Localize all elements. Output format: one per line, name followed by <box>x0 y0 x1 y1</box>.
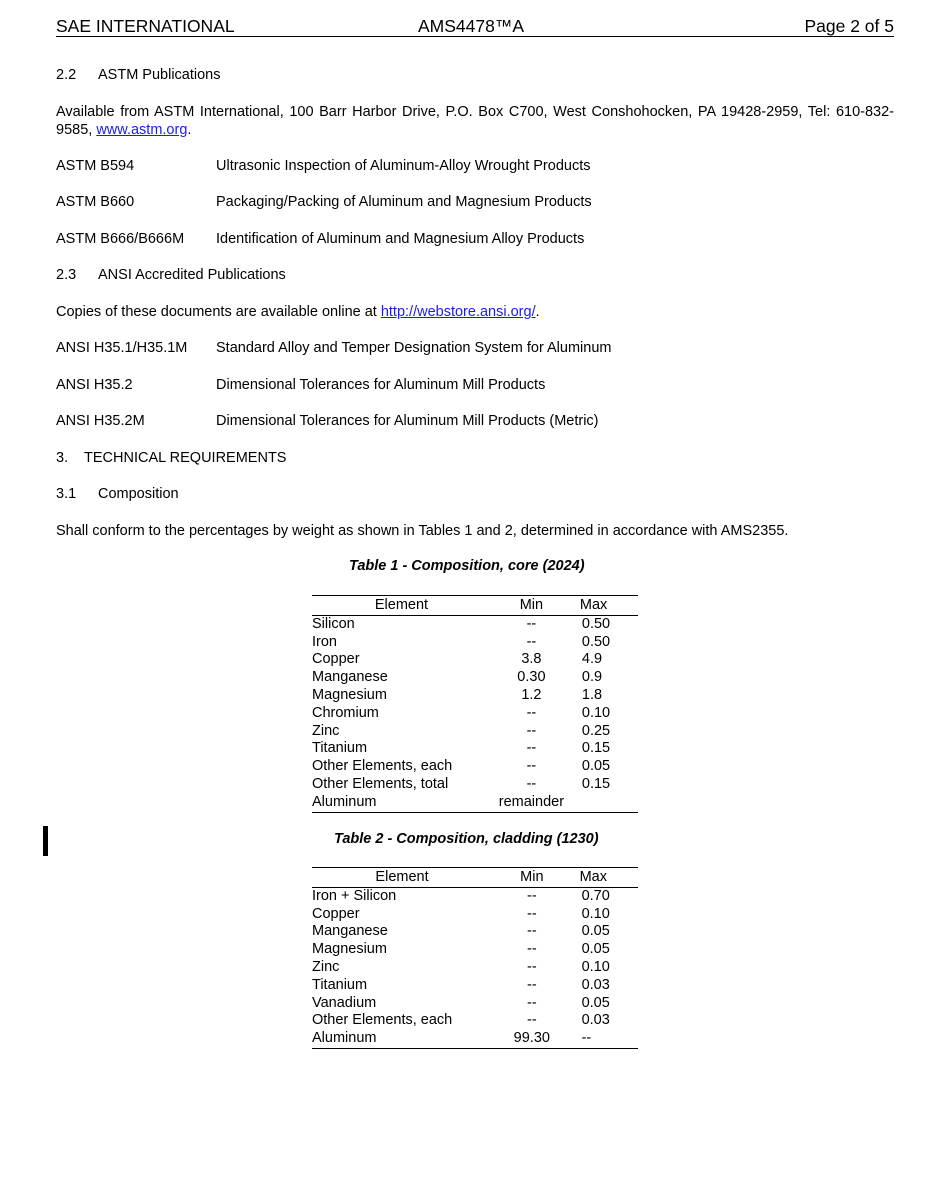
element-cell: Iron <box>312 633 337 650</box>
astm-link[interactable]: www.astm.org <box>96 122 188 138</box>
ansi-availability-text: Copies of these documents are available online at <box>56 304 381 320</box>
column-header-max: Max <box>572 868 638 888</box>
max-cell: 0.05 <box>581 923 610 940</box>
section-3-heading <box>56 449 286 467</box>
table-2-caption: Table 2 - Composition, cladding (1230) <box>334 831 599 847</box>
table-row <box>312 705 638 723</box>
element-cell: Manganese <box>312 923 388 940</box>
table-row <box>312 1012 638 1030</box>
table-row <box>312 740 638 758</box>
element-cell: Vanadium <box>312 994 377 1011</box>
min-cell: -- <box>526 633 537 650</box>
min-cell: -- <box>526 994 537 1011</box>
element-cell: Titanium <box>312 976 368 993</box>
table-row <box>312 776 638 794</box>
element-cell: Copper <box>312 651 360 668</box>
composition-paragraph: Shall conform to the percentages by weight as shown in Tables 1 and 2, determined in accordance with AMS2355. <box>56 523 789 539</box>
min-cell: -- <box>526 775 537 792</box>
max-cell: 0.15 <box>581 775 611 792</box>
min-cell: -- <box>526 758 537 775</box>
max-cell: 0.10 <box>581 905 610 922</box>
min-cell: -- <box>526 923 537 940</box>
reference-id: ANSI H35.2M <box>56 413 145 429</box>
element-cell: Zinc <box>312 722 340 739</box>
min-cell: 3.8 <box>521 651 542 668</box>
reference-title: Ultrasonic Inspection of Aluminum-Alloy Wrought Products <box>216 158 591 174</box>
column-header-max: Max <box>572 596 638 616</box>
header-doc-number: AMS4478™A <box>418 16 525 36</box>
section-2-2-heading <box>56 66 221 84</box>
ansi-availability-end: . <box>535 304 540 320</box>
min-cell: -- <box>526 958 537 975</box>
section-2-3-heading <box>56 266 286 284</box>
min-cell: 0.30 <box>517 669 546 686</box>
max-cell: 0.50 <box>581 615 611 632</box>
max-cell: 0.03 <box>581 1012 610 1029</box>
min-cell: -- <box>526 740 537 757</box>
table-row <box>312 887 638 905</box>
table-row <box>312 723 638 741</box>
max-cell: 0.05 <box>581 994 610 1011</box>
reference-astm-b594 <box>56 157 590 175</box>
max-cell: 0.03 <box>581 976 610 993</box>
reference-id: ASTM B660 <box>56 194 135 210</box>
max-cell: 0.05 <box>581 758 611 775</box>
min-cell: -- <box>526 887 537 904</box>
min-cell: remainder <box>491 794 572 812</box>
max-cell: 4.9 <box>581 651 603 668</box>
header-org: SAE INTERNATIONAL <box>56 16 235 36</box>
section-title: Composition <box>98 486 179 502</box>
column-header-element: Element <box>312 596 491 616</box>
table-row <box>312 941 638 959</box>
max-cell: 0.70 <box>581 887 610 904</box>
min-cell: 1.2 <box>521 686 542 703</box>
table-row <box>312 615 638 633</box>
table-row <box>312 959 638 977</box>
min-cell: -- <box>526 905 537 922</box>
element-cell: Titanium <box>312 740 368 757</box>
min-cell: 99.30 <box>492 1030 572 1048</box>
section-number: 2.3 <box>56 267 77 283</box>
table-1-caption: Table 1 - Composition, core (2024) <box>349 558 585 574</box>
reference-title: Dimensional Tolerances for Aluminum Mill Products (Metric) <box>216 413 599 429</box>
section-number: 3.1 <box>56 486 77 502</box>
element-cell: Other Elements, each <box>312 758 453 775</box>
reference-ansi-h35-1 <box>56 339 611 357</box>
element-cell: Silicon <box>312 615 355 632</box>
table-row <box>312 651 638 669</box>
reference-id: ASTM B594 <box>56 158 135 174</box>
section-number: 3. <box>56 450 69 466</box>
table-row <box>312 906 638 924</box>
column-header-element: Element <box>312 868 492 888</box>
reference-title: Standard Alloy and Temper Designation System for Aluminum <box>216 340 612 356</box>
max-cell: 0.10 <box>581 958 610 975</box>
min-cell: -- <box>526 704 537 721</box>
astm-availability-end: . <box>187 122 192 138</box>
element-cell: Zinc <box>312 958 340 975</box>
astm-availability-paragraph <box>56 103 894 139</box>
element-cell: Chromium <box>312 704 379 721</box>
reference-title: Packaging/Packing of Aluminum and Magnesium Products <box>216 194 592 210</box>
max-cell: 0.25 <box>581 722 611 739</box>
table-row <box>312 1030 638 1048</box>
element-cell: Manganese <box>312 669 388 686</box>
element-cell: Copper <box>312 905 360 922</box>
section-title: TECHNICAL REQUIREMENTS <box>84 450 287 466</box>
column-header-min: Min <box>492 868 572 888</box>
element-cell: Aluminum <box>312 794 491 812</box>
max-cell: -- <box>572 1030 638 1048</box>
max-cell: 1.8 <box>581 686 603 703</box>
min-cell: -- <box>526 976 537 993</box>
max-cell: 0.50 <box>581 633 611 650</box>
table-row <box>312 923 638 941</box>
element-cell: Other Elements, total <box>312 775 449 792</box>
section-title: ANSI Accredited Publications <box>98 267 286 283</box>
reference-title: Dimensional Tolerances for Aluminum Mill Products <box>216 377 546 393</box>
section-number: 2.2 <box>56 67 77 83</box>
max-cell: 0.05 <box>581 941 610 958</box>
reference-id: ANSI H35.1/H35.1M <box>56 340 188 356</box>
table-2-composition-cladding <box>312 867 638 1049</box>
ansi-availability-paragraph <box>56 303 540 321</box>
element-cell: Iron + Silicon <box>312 887 397 904</box>
max-cell: 0.10 <box>581 704 611 721</box>
ansi-link[interactable]: http://webstore.ansi.org/ <box>380 304 536 320</box>
table-row <box>312 995 638 1013</box>
column-header-min: Min <box>491 596 572 616</box>
table-row <box>312 669 638 687</box>
section-3-1-heading <box>56 485 179 503</box>
element-cell: Magnesium <box>312 941 387 958</box>
table-row <box>312 687 638 705</box>
change-bar <box>43 826 48 856</box>
table-row <box>312 758 638 776</box>
element-cell: Other Elements, each <box>312 1012 453 1029</box>
section-title: ASTM Publications <box>98 67 221 83</box>
table-row <box>312 977 638 995</box>
reference-title: Identification of Aluminum and Magnesium Alloy Products <box>216 231 585 247</box>
max-cell: 0.15 <box>581 740 611 757</box>
reference-id: ASTM B666/B666M <box>56 231 185 247</box>
max-cell: 0.9 <box>581 669 603 686</box>
reference-id: ANSI H35.2 <box>56 377 133 393</box>
page-header <box>56 16 894 37</box>
table-row <box>312 634 638 652</box>
max-cell <box>572 794 638 812</box>
table-row <box>312 794 638 812</box>
reference-ansi-h35-2m <box>56 412 599 430</box>
min-cell: -- <box>526 722 537 739</box>
header-page-number: Page 2 of 5 <box>804 16 894 36</box>
astm-availability-text: Available from ASTM International, 100 Barr Harbor Drive, P.O. Box C700, West Conshohocken, PA 19428-2959, Tel: 610-832-9585, <box>56 104 894 138</box>
element-cell: Aluminum <box>312 1030 492 1048</box>
element-cell: Magnesium <box>312 686 387 703</box>
reference-astm-b660 <box>56 193 592 211</box>
reference-astm-b666 <box>56 230 584 248</box>
min-cell: -- <box>526 1012 537 1029</box>
min-cell: -- <box>526 615 537 632</box>
table-1-composition-core <box>312 595 638 813</box>
reference-ansi-h35-2 <box>56 376 545 394</box>
min-cell: -- <box>526 941 537 958</box>
